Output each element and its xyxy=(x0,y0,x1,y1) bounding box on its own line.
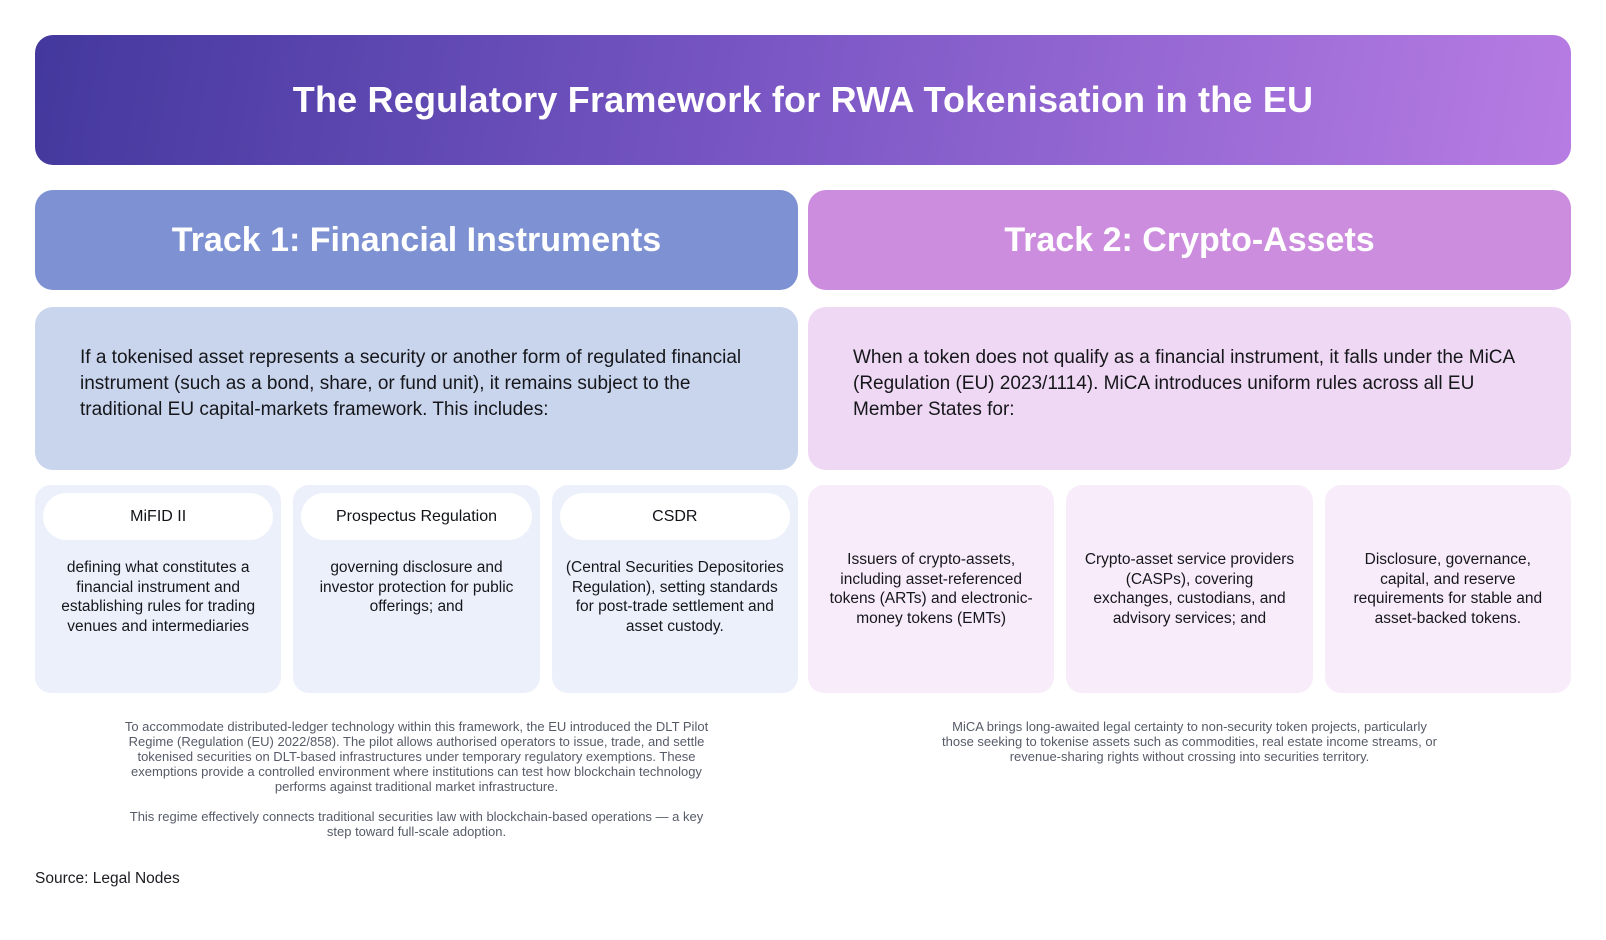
card-prospectus-regulation-pill: Prospectus Regulation xyxy=(301,493,531,540)
track-1-footnote-regime: This regime effectively connects traditional securities law with blockchain-based operations — a key step toward full-scale adoption. xyxy=(129,809,704,839)
track-1-description-box xyxy=(35,307,798,470)
track-2-footnotes xyxy=(808,719,1571,764)
card-mifid-ii-pill: MiFID II xyxy=(43,493,273,540)
track-2-cards xyxy=(808,485,1571,693)
card-casps xyxy=(1066,485,1312,693)
track-2-footnote-mica: MiCA brings long-awaited legal certainty to non-security token projects, particularly those seeking to tokenise assets such as commodities, real estate income streams, or revenue-sharing rights without crossing into securities territory. xyxy=(942,719,1437,764)
track-2-column xyxy=(808,190,1571,854)
track-1-column xyxy=(35,190,798,854)
card-casps-body: Crypto-asset service providers (CASPs), covering exchanges, custodians, and advisory services; and xyxy=(1084,551,1295,627)
card-mifid-ii-body: defining what constitutes a financial instrument and establishing rules for trading venues and intermediaries xyxy=(61,559,256,635)
track-1-title: Track 1: Financial Instruments xyxy=(171,220,662,259)
main-title-banner xyxy=(35,35,1571,165)
card-csdr xyxy=(552,485,798,693)
track-2-description-box xyxy=(808,307,1571,470)
card-prospectus-regulation xyxy=(293,485,539,693)
track-1-footnote-dlt-pilot: To accommodate distributed-ledger technology within this framework, the EU introduced the DLT Pilot Regime (Regulation (EU) 2022/858). The pilot allows authorised operators to issue, trade, and settle tokenised securities on DLT-based infrastructures under temporary regulatory exemptions. These exemptions provide a controlled environment where institutions can test how blockchain technology performs against traditional market infrastructure. xyxy=(124,719,709,794)
card-requirements xyxy=(1325,485,1571,693)
card-crypto-issuers-body: Issuers of crypto-assets, including asset-referenced tokens (ARTs) and electronic-money tokens (EMTs) xyxy=(829,551,1033,627)
card-crypto-issuers xyxy=(808,485,1054,693)
source-credit: Source: Legal Nodes xyxy=(35,870,180,887)
track-1-description-text: If a tokenised asset represents a security or another form of regulated financial instrument (such as a bond, share, or fund unit), it remains subject to the traditional EU capital-markets framework. This includes: xyxy=(80,347,742,420)
track-2-header xyxy=(808,190,1571,290)
card-csdr-body: (Central Securities Depositories Regulation), setting standards for post-trade settlement and asset custody. xyxy=(565,559,784,635)
track-1-footnotes xyxy=(35,719,798,839)
card-csdr-pill: CSDR xyxy=(560,493,790,540)
track-2-description-text: When a token does not qualify as a financial instrument, it falls under the MiCA (Regulation (EU) 2023/1114). MiCA introduces uniform rules across all EU Member States for: xyxy=(853,347,1515,420)
card-prospectus-regulation-body: governing disclosure and investor protection for public offerings; and xyxy=(319,559,514,615)
page-title: The Regulatory Framework for RWA Tokenisation in the EU xyxy=(292,79,1314,120)
card-requirements-body: Disclosure, governance, capital, and reserve requirements for stable and asset-backed tokens. xyxy=(1353,551,1543,627)
track-1-cards xyxy=(35,485,798,693)
card-mifid-ii xyxy=(35,485,281,693)
track-1-header xyxy=(35,190,798,290)
tracks-container xyxy=(35,190,1571,854)
track-2-title: Track 2: Crypto-Assets xyxy=(1004,220,1375,259)
